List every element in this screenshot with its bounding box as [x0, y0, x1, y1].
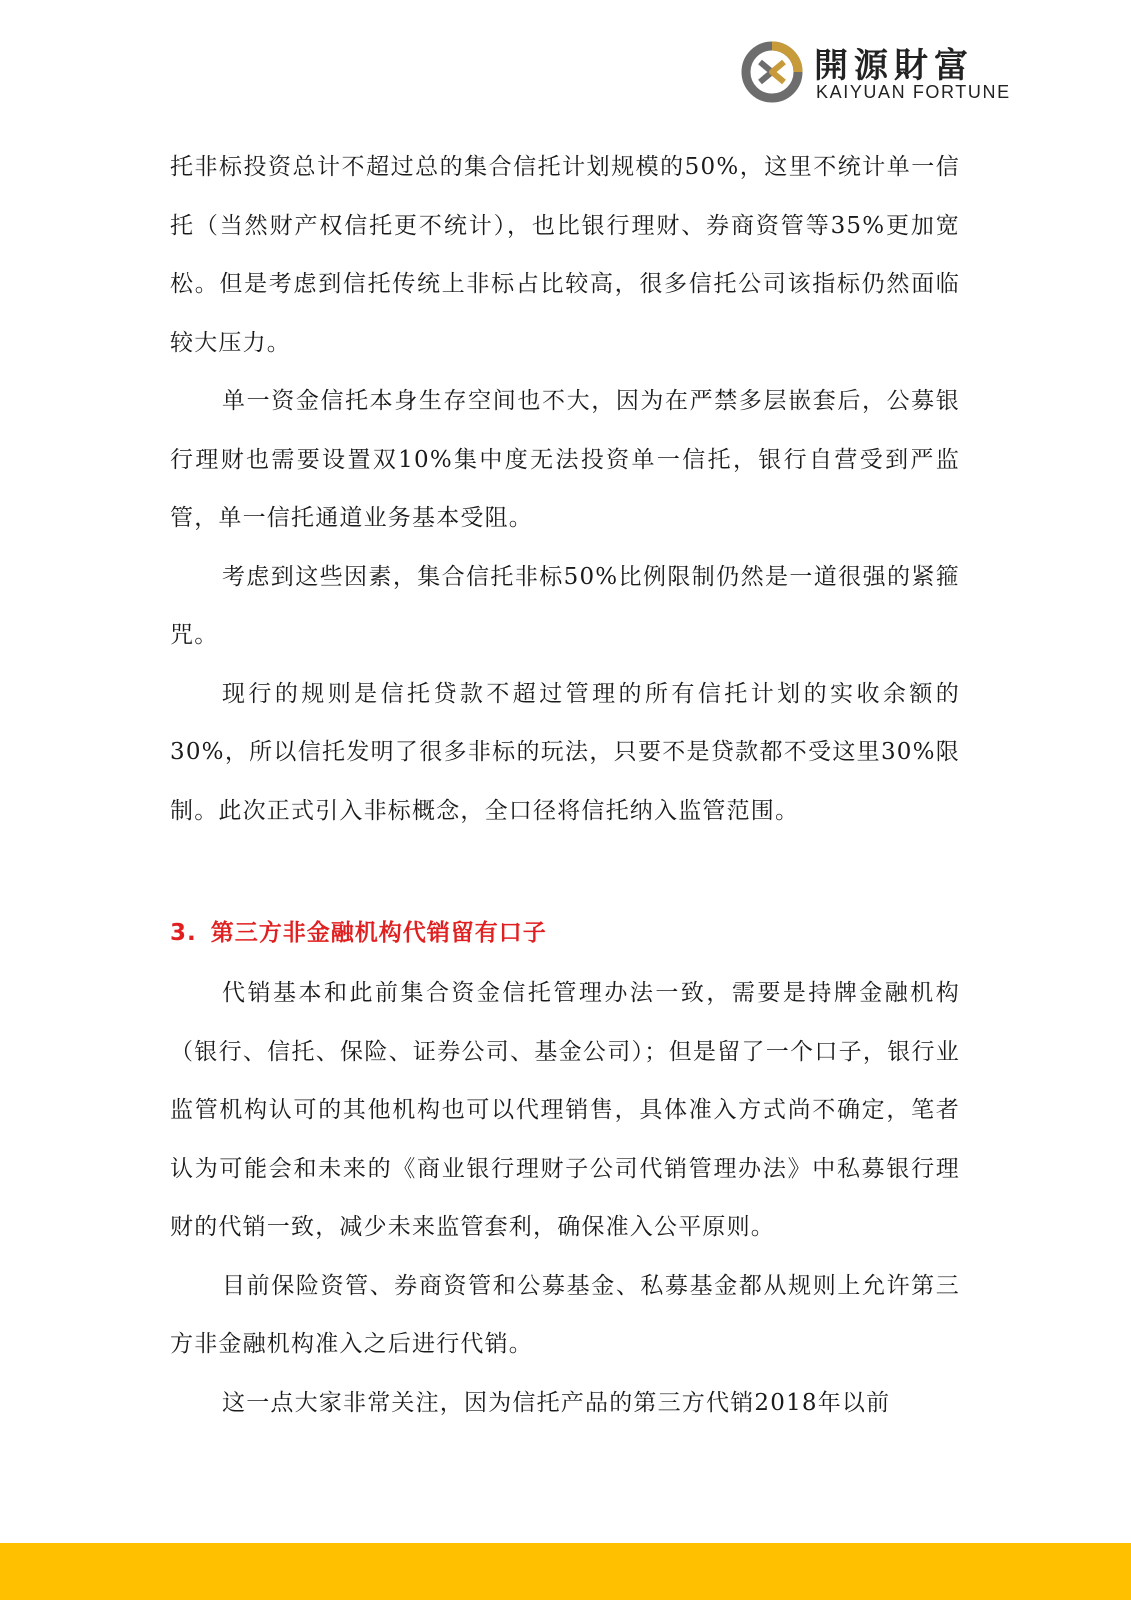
kaiyuan-logo-icon: [740, 40, 804, 104]
section-heading: [170, 840, 960, 964]
section-title-text: 第三方非金融机构代销留有口子: [210, 920, 547, 946]
paragraph: 托非标投资总计不超过总的集合信托计划规模的50%，这里不统计单一信托（当然财产权信托更不统计），也比银行理财、券商资管等35%更加宽松。但是考虑到信托传统上非标占比较高，很多信托公司该指标仍然面临较大压力。: [170, 154, 960, 356]
paragraph: 单一资金信托本身生存空间也不大，因为在严禁多层嵌套后，公募银行理财也需要设置双10%集中度无法投资单一信托，银行自营受到严监管，单一信托通道业务基本受阻。: [170, 388, 960, 531]
page-header: [740, 38, 1040, 108]
paragraph: 现行的规则是信托贷款不超过管理的所有信托计划的实收余额的30%，所以信托发明了很多非标的玩法，只要不是贷款都不受这里30%限制。此次正式引入非标概念，全口径将信托纳入监管范围。: [170, 680, 960, 824]
document-body: [170, 138, 960, 1432]
paragraph: 考虑到这些因素，集合信托非标50%比例限制仍然是一道很强的紧箍咒。: [170, 563, 960, 648]
section-number: 3.: [170, 920, 197, 946]
paragraph: 代销基本和此前集合资金信托管理办法一致，需要是持牌金融机构（银行、信托、保险、证券公司、基金公司）；但是留了一个口子，银行业监管机构认可的其他机构也可以代理销售，具体准入方式尚不确定，笔者认为可能会和未来的《商业银行理财子公司代销管理办法》中私募银行理财的代销一致，减少未来监管套利，确保准入公平原则。: [170, 980, 960, 1240]
paragraph: 这一点大家非常关注，因为信托产品的第三方代销2018年以前: [222, 1389, 891, 1416]
footer-bar: [0, 1543, 1131, 1600]
logo-chinese-name: 開源財富: [814, 46, 974, 86]
paragraph: 目前保险资管、券商资管和公募基金、私募基金都从规则上允许第三方非金融机构准入之后进行代销。: [170, 1272, 960, 1357]
logo-english-name: KAIYUAN FORTUNE: [816, 82, 1011, 102]
